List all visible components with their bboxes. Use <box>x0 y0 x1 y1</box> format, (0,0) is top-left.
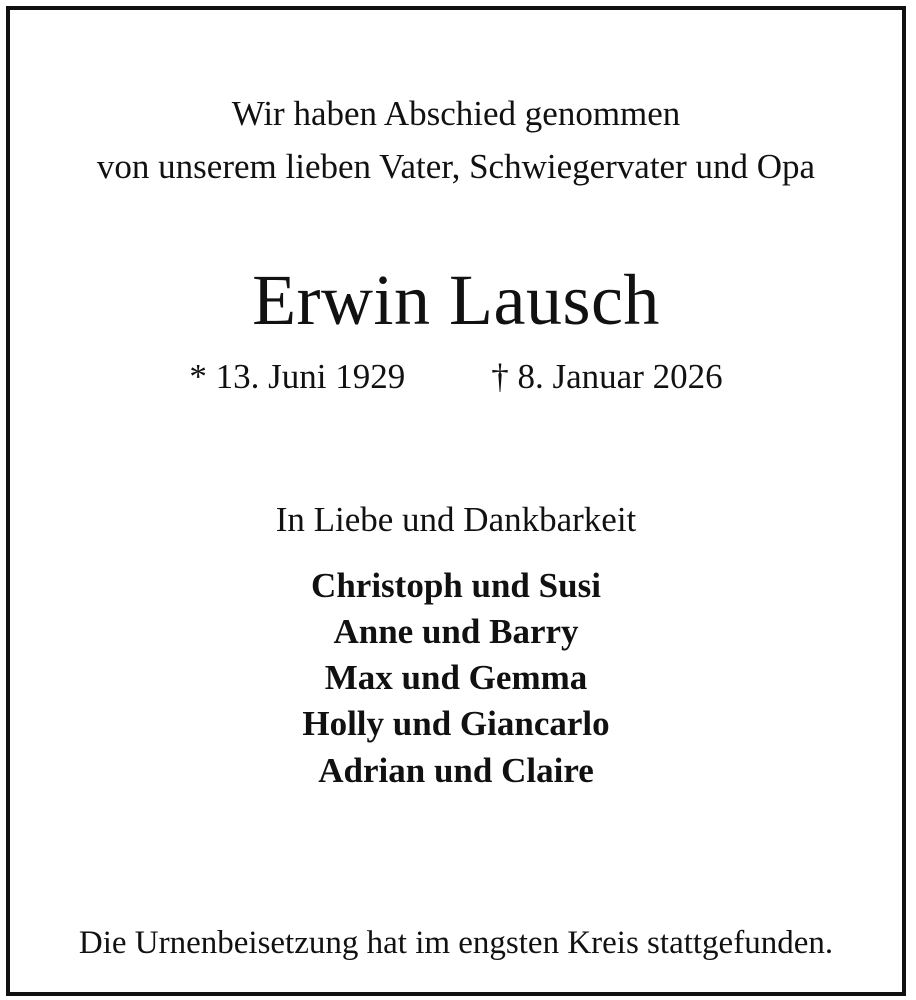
life-dates <box>10 353 902 401</box>
family-member: Max und Gemma <box>324 658 588 697</box>
family-member: Christoph und Susi <box>311 566 601 605</box>
dedication: In Liebe und Dankbarkeit <box>275 500 637 539</box>
family-member: Holly und Giancarlo <box>302 704 610 743</box>
death-date: † 8. Januar 2026 <box>491 357 723 396</box>
family-member: Adrian und Claire <box>318 751 594 790</box>
intro-line-2: von unserem lieben Vater, Schwiegervater und Opa <box>96 147 816 186</box>
intro-line-1: Wir haben Abschied genommen <box>231 94 681 133</box>
deceased-name: Erwin Lausch <box>252 260 660 340</box>
footer-note: Die Urnenbeisetzung hat im engsten Kreis stattgefunden. <box>78 925 834 961</box>
birth-date: * 13. Juni 1929 <box>189 357 406 396</box>
family-member: Anne und Barry <box>333 612 579 651</box>
obituary-frame <box>6 6 906 996</box>
